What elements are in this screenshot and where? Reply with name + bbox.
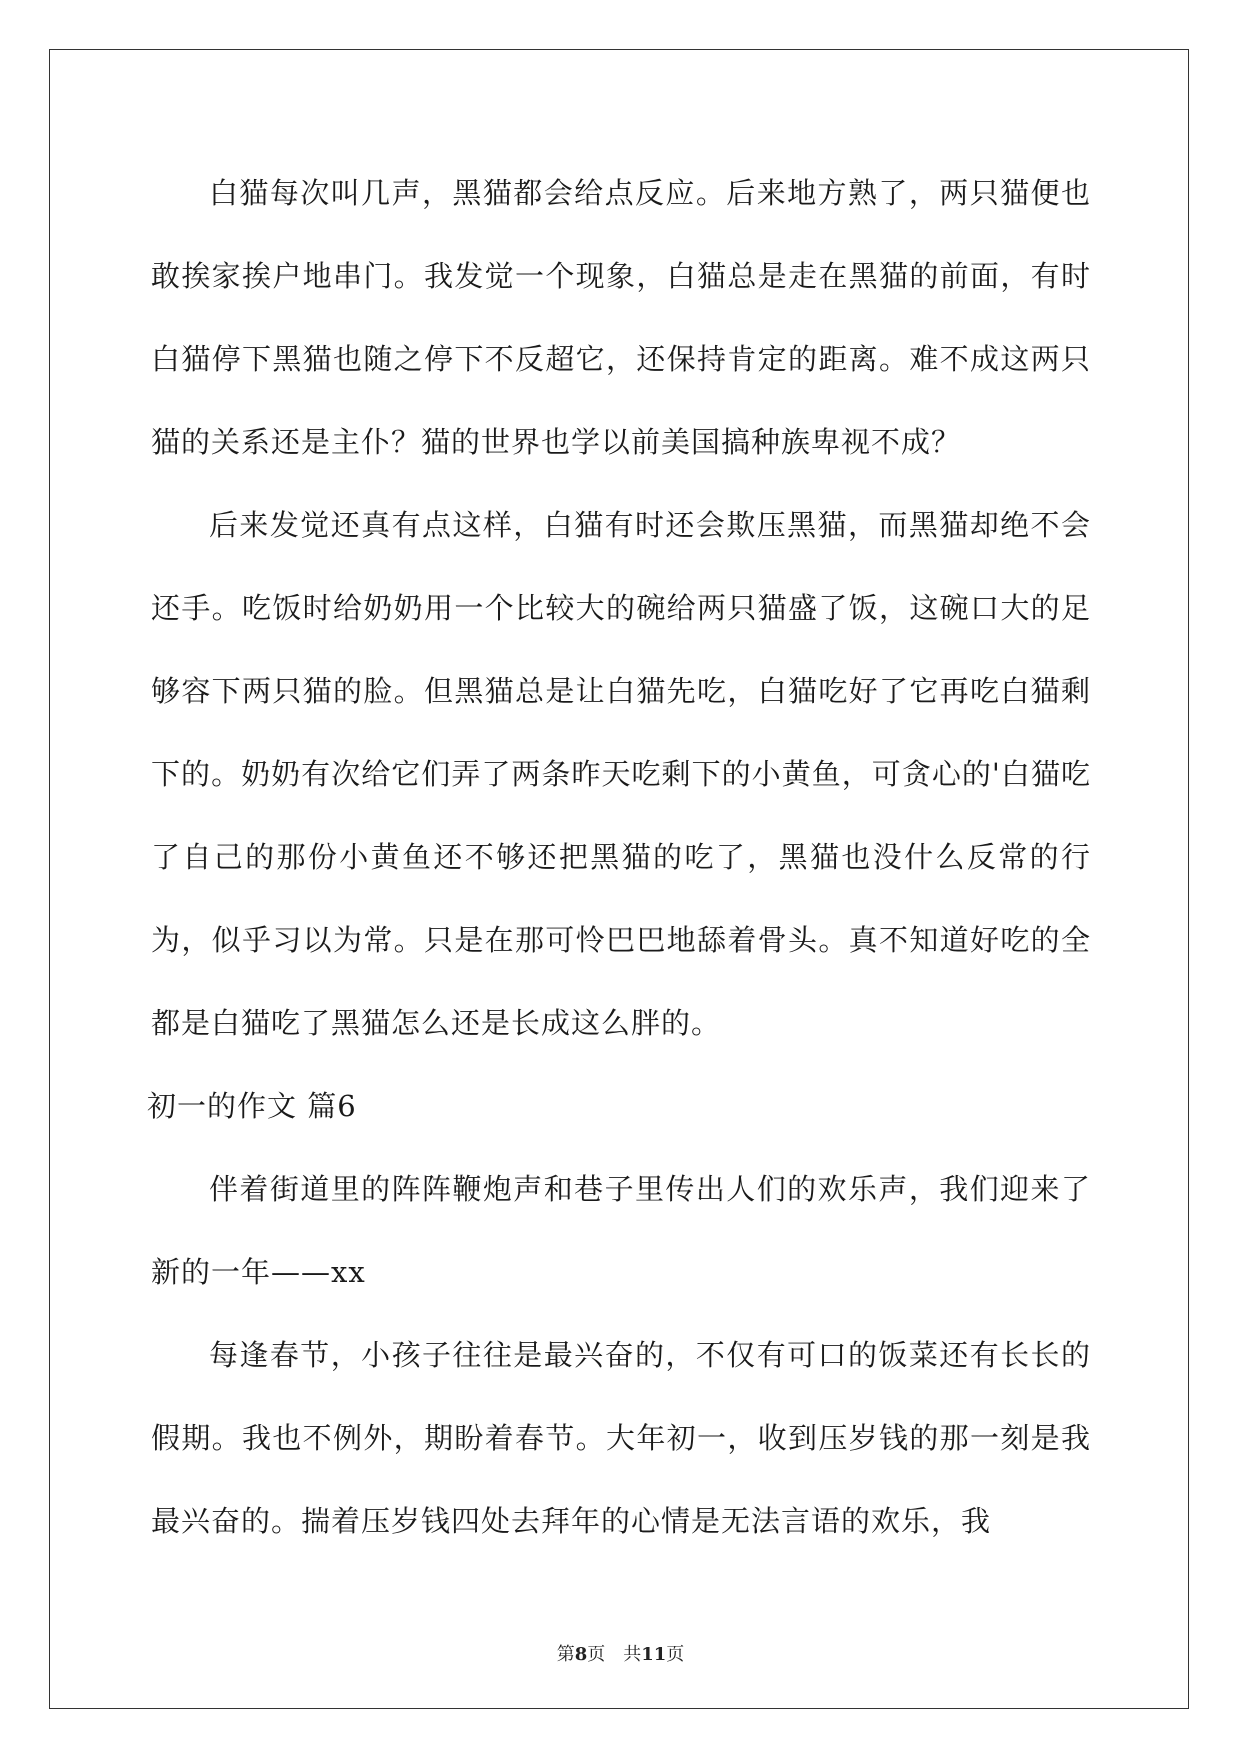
footer-total-pages: 11 bbox=[641, 1644, 667, 1665]
document-body bbox=[147, 152, 1091, 1563]
section-heading: 初一的作文 篇6 bbox=[147, 1089, 357, 1123]
paragraph-4: 每逢春节，小孩子往往是最兴奋的，不仅有可口的饭菜还有长长的假期。我也不例外，期盼着春节。大年初一，收到压岁钱的那一刻是我最兴奋的。揣着压岁钱四处去拜年的心情是无法言语的欢乐，我 bbox=[151, 1338, 1091, 1538]
paragraph-3: 伴着街道里的阵阵鞭炮声和巷子里传出人们的欢乐声，我们迎来了新的一年——xx bbox=[151, 1172, 1091, 1289]
paragraph-2: 后来发觉还真有点这样，白猫有时还会欺压黑猫，而黑猫却绝不会还手。吃饭时给奶奶用一个比较大的碗给两只猫盛了饭，这碗口大的足够容下两只猫的脸。但黑猫总是让白猫先吃，白猫吃好了它再吃白猫剩下的。奶奶有次给它们弄了两条昨天吃剩下的小黄鱼，可贪心的'白猫吃了自己的那份小黄鱼还不够还把黑猫的吃了，黑猫也没什么反常的行为，似乎习以为常。只是在那可怜巴巴地舔着骨头。真不知道好吃的全都是白猫吃了黑猫怎么还是长成这么胖的。 bbox=[151, 508, 1091, 1040]
paragraph-1: 白猫每次叫几声，黑猫都会给点反应。后来地方熟了，两只猫便也敢挨家挨户地串门。我发觉一个现象，白猫总是走在黑猫的前面，有时白猫停下黑猫也随之停下不反超它，还保持肯定的距离。难不成这两只猫的关系还是主仆？猫的世界也学以前美国搞种族卑视不成？ bbox=[151, 176, 1091, 459]
footer-prefix: 第 bbox=[556, 1644, 575, 1665]
footer-current-page: 8 bbox=[574, 1644, 588, 1665]
footer-suffix: 页 bbox=[666, 1644, 685, 1665]
footer-mid: 页 共 bbox=[587, 1644, 642, 1665]
page-footer bbox=[0, 1640, 1241, 1666]
